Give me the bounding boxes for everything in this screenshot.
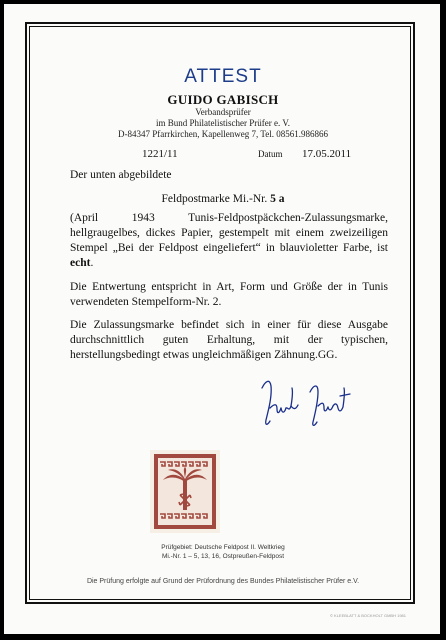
certificate-number: 1221/11 — [142, 148, 178, 160]
scope-line-1: Prüfgebiet: Deutsche Feldpost II. Weltkrieg — [161, 544, 285, 551]
examiner-role: Verbandsprüfer — [195, 107, 251, 117]
certificate-date: 17.05.2011 — [302, 148, 352, 160]
item-line — [0, 193, 446, 205]
description-text: (April 1943 Tunis-Feldpostpäckchen-Zulassungsmarke, hellgraugelbes, dickes Papier, gestempelt mit einem zweizeiligen Stempel „Bei der Feldpost eingeliefert“ in blauvioletter Farbe, ist — [70, 212, 388, 254]
examiner-address: D-84347 Pfarrkirchen, Kapellenweg 7, Tel. 08561.986866 — [118, 129, 328, 139]
footer-note: Die Prüfung erfolgte auf Grund der Prüfordnung des Bundes Philatelistischer Prüfer e.V. — [86, 578, 360, 585]
description-paragraph: (April 1943 Tunis-Feldpostpäckchen-Zulassungsmarke, hellgraugelbes, dickes Papier, gestempelt mit einem zweizeiligen Stempel „Bei der Feldpost eingeliefert“ in blauvioletter Farbe, ist echt. — [70, 212, 388, 269]
examiner-name: GUIDO GABISCH — [167, 92, 279, 107]
cancellation-paragraph: Die Entwertung entspricht in Art, Form und Größe der in Tunis verwendeten Stempelform-Nr. 2. — [70, 281, 388, 308]
item-number: 5 a — [270, 193, 285, 205]
verdict: echt — [70, 257, 91, 269]
intro-text: Der unten abgebildete — [70, 169, 172, 181]
scope-line-2: Mi.-Nr. 1 – 5, 13, 16, Ostpreußen-Feldpost — [161, 553, 285, 560]
condition-paragraph: Die Zulassungsmarke befindet sich in einer für diese Ausgabe durchschnittlich guten Erhaltung, mit der typischen, herstellungsbedingt etwas ungleichmäßigen Zähnung.GG. — [70, 319, 388, 361]
signature-graphic — [258, 378, 358, 440]
copyright-note: © KLEEBLATT & BOCKHOLT GMBH 1981 — [329, 613, 406, 618]
item-prefix: Feldpostmarke Mi.-Nr. — [161, 193, 268, 205]
stamp-image — [150, 450, 220, 533]
certificate-title: ATTEST — [184, 66, 262, 87]
date-label: Datum — [258, 149, 283, 159]
examiner-association: im Bund Philatelistischer Prüfer e. V. — [156, 118, 290, 128]
